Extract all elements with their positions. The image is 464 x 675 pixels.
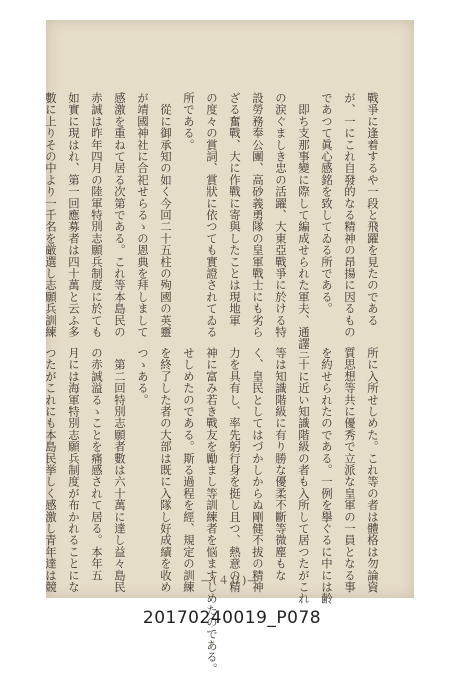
text-line: 所である。 (182, 92, 196, 151)
text-line: を約せられたのである。一例を擧ぐるに中には齢 (320, 347, 334, 605)
text-line: 質思想等共に優秀で立派な皇軍の一員となる事 (343, 347, 357, 593)
text-line: が、一にこれ自發的なる精神の昂揚に因るもの (343, 92, 357, 338)
image-caption: 20170240019_P078 (142, 608, 322, 628)
text-line: 所に入所せしめた。これ等の者は體格は勿論資 (366, 347, 380, 593)
text-line: つゝある。 (136, 347, 150, 406)
text-line: 戰爭に逢着するや一段と飛躍を見たのである (366, 92, 380, 326)
text-line: 神に富み若き戰友を勵まし等訓練者を悩ますしめたのである。 (205, 347, 219, 675)
text-line: の涙ぐましき忠の活躍、大東亞戰爭に於ける特 (274, 92, 288, 338)
text-line: 力を具有し、率先躬行身を挺し且つ、熱意の精 (228, 347, 242, 593)
text-line: 月には海軍特別志願兵制度が布かれることにな (67, 347, 81, 593)
text-line: 三十に近い知識階級の者も入所して居つたがこれ (297, 347, 311, 605)
text-line: を終了した者の大部は既に入隊し好成績を收め (159, 347, 173, 593)
text-line: 如實に現はれ、第一回應募者は四十萬と云ふ多 (67, 92, 81, 338)
text-line: であつて眞心感銘を致してゐる所である。 (320, 92, 334, 315)
text-line: 即ち支那事變に際して編成せられた軍夫、通譯 (297, 92, 311, 350)
text-line: 赤誠は昨年四月の陸軍特別志願兵制度に於ても (90, 92, 104, 338)
text-line: 第二回特別志願者數は六十萬に達し益々島民 (113, 347, 127, 593)
text-line: 感激を重ねて居る次第である。これ等本島民の (113, 92, 127, 338)
text-line: ざる奮戰、大に作戰に寄與したことは現地軍 (228, 92, 242, 326)
text-line: 設勞務奉公團、高砂義勇隊の皇軍戰士にも劣ら (251, 92, 265, 338)
text-line: せしめたのである。斯る過程を經、規定の訓練 (182, 347, 196, 593)
text-line: の度々の賞詞、賞狀に依つても實證されてゐる (205, 92, 219, 338)
text-line: く、皇民としてはづかしからぬ剛健不拔の精神 (251, 347, 265, 593)
text-line: 從に御承知の如く今回二十五柱の殉國の英靈 (159, 92, 173, 338)
text-line: 數に上りその中より一千名を厳選し志願兵訓練 (44, 92, 58, 338)
page-number: —(４０)— (200, 574, 260, 587)
upper-text-block (39, 92, 384, 350)
text-line: が靖國神社に合祀せらるゝの恩典を拜しまして (136, 92, 150, 338)
text-line: の赤誠溢るゝことを痛感されて居る。本年五 (90, 347, 104, 581)
text-line: つたがこれにも本島民挙しく感激し青年達は競 (44, 347, 58, 593)
text-line: 等は知識階級に有り勝な優柔不斷等微塵もな (274, 347, 288, 581)
